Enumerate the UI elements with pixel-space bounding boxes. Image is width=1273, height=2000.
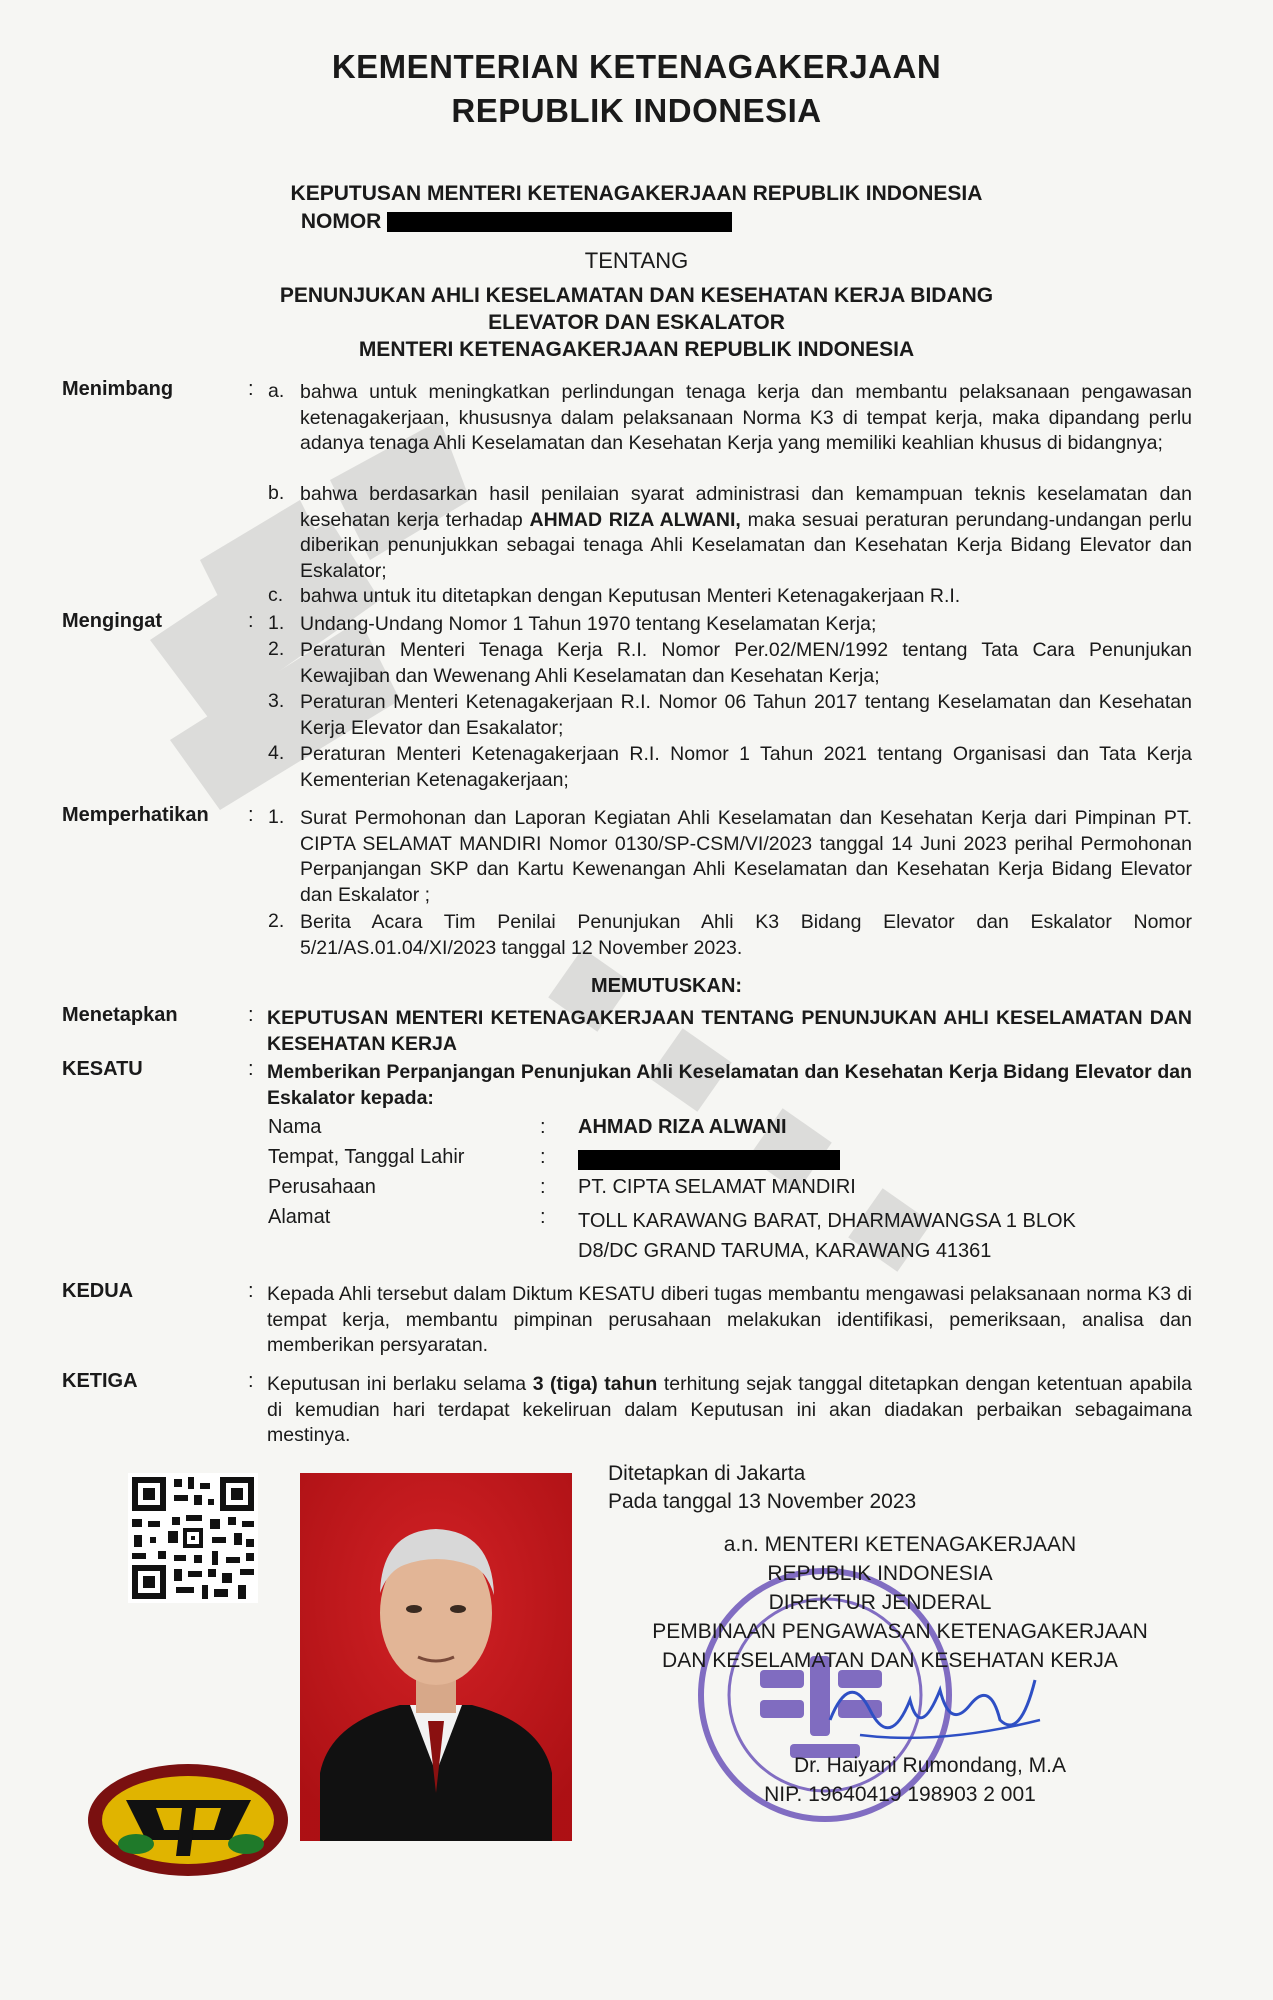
mengingat-item-2: Peraturan Menteri Tenaga Kerja R.I. Nomor Per.02/MEN/1992 tentang Tata Cara Penunjukan Kewajiban dan Wewenang Ahli Keselamatan dan Kesehatan Kerja; <box>300 639 1192 687</box>
field-sep: : <box>540 1146 546 1168</box>
ketiga-label: KETIGA <box>62 1370 138 1392</box>
mengingat-item-3: Peraturan Menteri Ketenagakerjaan R.I. Nomor 06 Tahun 2017 tentang Keselamatan dan Kesehatan Kerja Elevator dan Esakalator; <box>300 691 1192 739</box>
item-number: 2. <box>268 910 285 932</box>
ketiga-text: Keputusan ini berlaku selama 3 (tiga) tahun terhitung sejak tanggal ditetapkan dengan ketentuan apabila di kemudian hari terdapat kekeliruan dalam Keputusan ini akan diadakan perbaikan sebagaimana mestinya. <box>267 1373 1192 1446</box>
signatory-nip: NIP. 19640419 198903 2 001 <box>764 1783 1036 1806</box>
signature-onbehalf-1: a.n. MENTERI KETENAGAKERJAAN <box>723 1533 1077 1556</box>
kesatu-label: KESATU <box>62 1058 143 1080</box>
field-key-perusahaan: Perusahaan <box>268 1176 376 1198</box>
subject-line-2: ELEVATOR DAN ESKALATOR <box>488 311 785 334</box>
redacted-number <box>387 212 732 232</box>
kesatu-text: Memberikan Perpanjangan Penunjukan Ahli Keselamatan dan Kesehatan Kerja Bidang Elevator dan Eskalator kepada: <box>267 1061 1192 1109</box>
signature-office-1: DIREKTUR JENDERAL <box>768 1591 992 1614</box>
k3-logo <box>86 1760 291 1880</box>
item-number: 1. <box>268 806 285 828</box>
field-value-alamat-2: D8/DC GRAND TARUMA, KARAWANG 41361 <box>578 1240 992 1262</box>
decree-title: KEPUTUSAN MENTERI KETENAGAKERJAAN REPUBLIK INDONESIA <box>290 182 983 205</box>
menetapkan-label: Menetapkan <box>62 1004 178 1026</box>
qr-code <box>128 1473 258 1603</box>
field-value-nama: AHMAD RIZA ALWANI <box>578 1116 787 1138</box>
profile-photo <box>300 1473 572 1841</box>
mengingat-label: Mengingat <box>62 610 162 632</box>
redacted-birth <box>578 1150 840 1170</box>
signature-office-3: DAN KESELAMATAN DAN KESEHATAN KERJA <box>662 1649 1118 1672</box>
nomor-label: NOMOR <box>300 210 382 233</box>
item-number: 3. <box>268 690 285 712</box>
field-key-alamat: Alamat <box>268 1206 331 1228</box>
menimbang-a-text: bahwa untuk meningkatkan perlindungan tenaga kerja dan membantu pelaksanaan pengawasan ketenagakerjaan, khususnya dalam pelaksanaan Norma K3 di tempat kerja, maka dipandang perlu adanya tenaga Ahli Keselamatan dan Kesehatan Kerja yang memiliki keahlian khusus di bidangnya; <box>300 381 1192 454</box>
signatory-name: Dr. Haiyani Rumondang, M.A <box>794 1754 1066 1777</box>
decree-number <box>0 210 1153 234</box>
item-number: 4. <box>268 742 285 764</box>
field-sep: : <box>540 1116 546 1138</box>
mengingat-item-1: Undang-Undang Nomor 1 Tahun 1970 tentang Keselamatan Kerja; <box>300 613 877 635</box>
mengingat-item-4: Peraturan Menteri Ketenagakerjaan R.I. Nomor 1 Tahun 2021 tentang Organisasi dan Tata Kerja Kementerian Ketenagakerjaan; <box>300 743 1192 791</box>
menimbang-c-text: bahwa untuk itu ditetapkan dengan Keputusan Menteri Ketenagakerjaan R.I. <box>300 585 961 607</box>
field-sep: : <box>540 1206 546 1228</box>
field-value-ttl <box>578 1148 840 1171</box>
field-sep: : <box>540 1176 546 1198</box>
field-key-ttl: Tempat, Tanggal Lahir <box>268 1146 465 1168</box>
tentang-label: TENTANG <box>584 248 689 273</box>
colon: : <box>248 1004 254 1026</box>
colon: : <box>248 1058 254 1080</box>
ministry-name: KEMENTERIAN KETENAGAKERJAAN <box>331 48 942 85</box>
menetapkan-text: KEPUTUSAN MENTERI KETENAGAKERJAAN TENTANG PENUNJUKAN AHLI KESELAMATAN DAN KESEHATAN KERJA <box>267 1007 1192 1055</box>
item-number: 1. <box>268 612 285 634</box>
item-number: 2. <box>268 638 285 660</box>
colon: : <box>248 804 254 826</box>
kedua-text: Kepada Ahli tersebut dalam Diktum KESATU diberi tugas membantu mengawasi pelaksanaan norma K3 di tempat kerja, membantu pimpinan perusahaan melakukan identifikasi, pemeriksaan, analisa dan memberikan persyaratan. <box>267 1283 1192 1356</box>
republic-name: REPUBLIK INDONESIA <box>451 92 822 129</box>
colon: : <box>248 1370 254 1392</box>
item-number: b. <box>268 482 285 504</box>
memperhatikan-label: Memperhatikan <box>62 804 209 826</box>
signature-place: Ditetapkan di Jakarta <box>608 1462 806 1485</box>
kedua-label: KEDUA <box>62 1280 134 1302</box>
field-value-perusahaan: PT. CIPTA SELAMAT MANDIRI <box>578 1176 856 1198</box>
field-key-nama: Nama <box>268 1116 322 1138</box>
colon: : <box>248 610 254 632</box>
memperhatikan-item-1: Surat Permohonan dan Laporan Kegiatan Ahli Keselamatan dan Kesehatan Kerja dari Pimpinan PT. CIPTA SELAMAT MANDIRI Nomor 0130/SP-CSM/VI/2023 tanggal 14 Juni 2023 perihal Permohonan Perpanjangan SKP dan Kartu Kewenangan Ahli Keselamatan dan Kesehatan Kerja Bidang Elevator dan Eskalator ; <box>300 807 1192 906</box>
signature-date: Pada tanggal 13 November 2023 <box>608 1490 917 1513</box>
memperhatikan-item-2: Berita Acara Tim Penilai Penunjukan Ahli K3 Bidang Elevator dan Eskalator Nomor 5/21/AS.01.04/XI/2023 tanggal 12 November 2023. <box>300 911 1192 959</box>
signature-onbehalf-2: REPUBLIK INDONESIA <box>767 1562 993 1585</box>
item-number: a. <box>268 380 285 402</box>
item-number: c. <box>268 584 284 606</box>
menimbang-label: Menimbang <box>62 378 174 400</box>
memutuskan-heading: MEMUTUSKAN: <box>590 975 743 997</box>
field-value-alamat: TOLL KARAWANG BARAT, DHARMAWANGSA 1 BLOK <box>578 1210 1076 1232</box>
subject-line-1: PENUNJUKAN AHLI KESELAMATAN DAN KESEHATAN KERJA BIDANG <box>279 284 994 307</box>
signature-office-2: PEMBINAAN PENGAWASAN KETENAGAKERJAAN <box>652 1620 1148 1643</box>
person-name: AHMAD RIZA ALWANI, <box>529 508 741 531</box>
subject-line-3: MENTERI KETENAGAKERJAAN REPUBLIK INDONESIA <box>358 338 915 361</box>
colon: : <box>248 378 254 400</box>
colon: : <box>248 1280 254 1302</box>
menimbang-b-text: bahwa berdasarkan hasil penilaian syarat administrasi dan kemampuan teknis keselamatan dan kesehatan kerja terhadap AHMAD RIZA ALWANI, maka sesuai peraturan perundang-undangan perlu diberikan penunjukkan sebagai tenaga Ahli Keselamatan dan Kesehatan Kerja Bidang Elevator dan Eskalator; <box>300 483 1192 582</box>
